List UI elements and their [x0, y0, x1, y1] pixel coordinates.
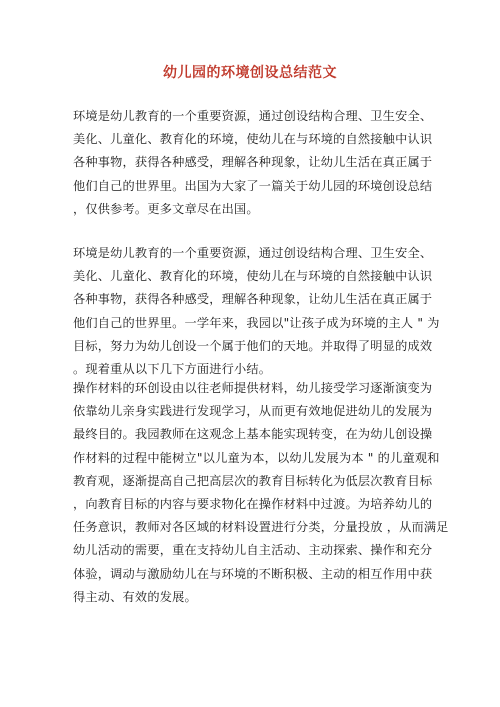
paragraph-line: 最终目的。我园教师在这观念上基本能实现转变，在为幼儿创设操	[73, 427, 433, 442]
document-title: 幼儿园的环境创设总结范文	[163, 65, 337, 81]
paragraph-line: ，仅供参考。更多文章尽在出国。	[73, 201, 259, 216]
paragraph-line: 美化、儿童化、教育化的环境，使幼儿在与环境的自然接触中认识	[73, 269, 433, 284]
paragraph-line: 幼儿活动的需要，重在支持幼儿自主活动、主动探索、操作和充分	[73, 543, 433, 558]
paragraph-line: 他们自己的世界里。出国为大家了一篇关于幼儿园的环境创设总结	[73, 178, 433, 193]
paragraph-line: 得主动、有效的发展。	[73, 589, 197, 604]
paragraph-line: 各种事物，获得各种感受，理解各种现象，让幼儿生活在真正属于	[73, 292, 433, 307]
paragraph-line: 体验，调动与激励幼儿在与环境的不断积极、主动的相互作用中获	[73, 566, 433, 581]
paragraph-line: 各种事物，获得各种感受，理解各种现象，让幼儿生活在真正属于	[73, 155, 433, 170]
paragraph-line: 任务意识，教师对各区域的材料设置进行分类，分量投放 ，从而满足	[73, 520, 449, 535]
paragraph-intro	[73, 105, 433, 221]
paragraph-line: 目标，努力为幼儿创设一个属于他们的天地。并取得了明显的成效	[73, 338, 433, 353]
paragraph-line: 依靠幼儿亲身实践进行发现学习，从而更有效地促进幼儿的发展为	[73, 404, 433, 419]
paragraph-line: 他们自己的世界里。一学年来，我园以"让孩子成为环境的主人 " 为	[73, 315, 440, 330]
paragraph-line: 作材料的过程中能树立"以儿童为本，以幼儿发展为本 " 的儿童观和	[73, 450, 440, 465]
paragraph-line: 操作材料的环创设由以往老师提供材料，幼儿接受学习逐渐演变为	[73, 381, 433, 395]
paragraph-materials	[73, 377, 449, 609]
paragraph-line: 美化、儿童化、教育化的环境，使幼儿在与环境的自然接触中认识	[73, 132, 433, 147]
paragraph-line: 。现着重从以下几下方面进行小结。	[73, 362, 272, 377]
paragraph-line: 教育观，逐渐提高自己把高层次的教育目标转化为低层次教育目标	[73, 473, 433, 488]
paragraph-line: 环境是幼儿教育的一个重要资源，通过创设结构合理、卫生安全、	[73, 109, 433, 123]
paragraph-line: ，向教育目标的内容与要求物化在操作材料中过渡。为培养幼儿的	[73, 497, 433, 512]
paragraph-summary	[73, 242, 440, 381]
paragraph-line: 环境是幼儿教育的一个重要资源，通过创设结构合理、卫生安全、	[73, 246, 433, 260]
